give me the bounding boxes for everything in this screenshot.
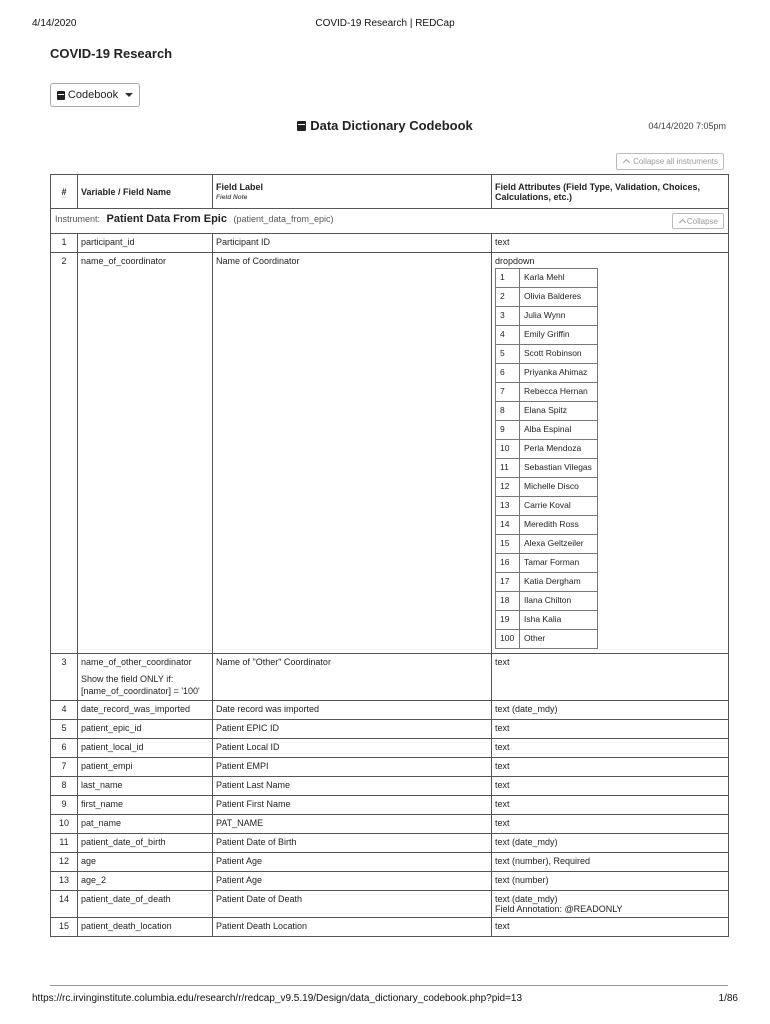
table-row bbox=[51, 720, 729, 739]
row-number: 10 bbox=[51, 815, 78, 834]
choice-row bbox=[496, 516, 598, 535]
choice-row bbox=[496, 326, 598, 345]
choice-label: Perla Mendoza bbox=[520, 440, 598, 459]
row-number: 5 bbox=[51, 720, 78, 739]
field-attributes bbox=[492, 777, 729, 796]
header-label-text: Field Label bbox=[216, 182, 264, 192]
variable-name-cell bbox=[78, 739, 213, 758]
variable-name-cell bbox=[78, 701, 213, 720]
header-num: # bbox=[51, 175, 78, 209]
print-url: https://rc.irvinginstitute.columbia.edu/research/r/redcap_v9.5.19/Design/data_dictionary_codebook.php?pid=13 bbox=[32, 993, 523, 1004]
choice-label: Rebecca Hernan bbox=[520, 383, 598, 402]
branching-logic-line2: [name_of_coordinator] = '100' bbox=[81, 686, 200, 696]
choice-row bbox=[496, 269, 598, 288]
field-type: text bbox=[495, 818, 510, 828]
table-row bbox=[51, 777, 729, 796]
variable-name: age_2 bbox=[81, 875, 107, 885]
variable-name: age bbox=[81, 856, 97, 866]
table-row bbox=[51, 701, 729, 720]
field-attributes bbox=[492, 918, 729, 937]
field-label: Patient First Name bbox=[213, 796, 492, 815]
row-number: 14 bbox=[51, 891, 78, 918]
table-row bbox=[51, 853, 729, 872]
field-type: text bbox=[495, 780, 510, 790]
field-type: dropdown bbox=[495, 256, 535, 266]
field-label: Patient Age bbox=[213, 872, 492, 891]
field-label: Participant ID bbox=[213, 234, 492, 253]
field-attributes bbox=[492, 701, 729, 720]
choice-label: Scott Robinson bbox=[520, 345, 598, 364]
codebook-button[interactable] bbox=[50, 83, 140, 107]
variable-name: name_of_other_coordinator bbox=[81, 657, 192, 667]
choice-code: 6 bbox=[496, 364, 520, 383]
print-title: COVID-19 Research | REDCap bbox=[315, 18, 455, 29]
variable-name-cell bbox=[78, 234, 213, 253]
choice-code: 9 bbox=[496, 421, 520, 440]
field-type: text bbox=[495, 723, 510, 733]
choices-table bbox=[495, 268, 598, 649]
choice-code: 13 bbox=[496, 497, 520, 516]
variable-name: patient_date_of_death bbox=[81, 894, 171, 904]
book-icon bbox=[297, 121, 306, 131]
variable-name: patient_local_id bbox=[81, 742, 144, 752]
field-attributes bbox=[492, 758, 729, 777]
choice-code: 8 bbox=[496, 402, 520, 421]
row-number: 2 bbox=[51, 253, 78, 654]
choice-row bbox=[496, 554, 598, 573]
table-row bbox=[51, 253, 729, 654]
choice-label: Katia Dergham bbox=[520, 573, 598, 592]
choice-row bbox=[496, 440, 598, 459]
table-row bbox=[51, 891, 729, 918]
variable-name-cell bbox=[78, 796, 213, 815]
variable-name-cell bbox=[78, 758, 213, 777]
variable-name-cell bbox=[78, 253, 213, 654]
header-field-note: Field Note bbox=[216, 194, 248, 201]
choice-row bbox=[496, 535, 598, 554]
variable-name-cell bbox=[78, 891, 213, 918]
field-label: Patient EMPI bbox=[213, 758, 492, 777]
variable-name: pat_name bbox=[81, 818, 122, 828]
choice-code: 7 bbox=[496, 383, 520, 402]
variable-name: patient_empi bbox=[81, 761, 133, 771]
choice-code: 14 bbox=[496, 516, 520, 535]
collapse-all-label: Collapse all instruments bbox=[633, 157, 718, 166]
field-attributes bbox=[492, 739, 729, 758]
choice-row bbox=[496, 611, 598, 630]
choice-label: Karla Mehl bbox=[520, 269, 598, 288]
choice-row bbox=[496, 592, 598, 611]
print-date: 4/14/2020 bbox=[32, 18, 77, 29]
choice-row bbox=[496, 383, 598, 402]
choice-code: 17 bbox=[496, 573, 520, 592]
variable-name: patient_death_location bbox=[81, 921, 172, 931]
field-label: PAT_NAME bbox=[213, 815, 492, 834]
choice-code: 1 bbox=[496, 269, 520, 288]
branching-logic bbox=[81, 673, 209, 697]
variable-name: last_name bbox=[81, 780, 123, 790]
timestamp: 04/14/2020 7:05pm bbox=[648, 121, 726, 131]
variable-name: name_of_coordinator bbox=[81, 256, 167, 266]
choice-label: Priyanka Ahimaz bbox=[520, 364, 598, 383]
field-label: Name of "Other" Coordinator bbox=[213, 654, 492, 701]
project-title: COVID-19 Research bbox=[50, 46, 173, 61]
field-label: Name of Coordinator bbox=[213, 253, 492, 654]
choice-label: Isha Kalia bbox=[520, 611, 598, 630]
header-field-label bbox=[213, 175, 492, 209]
row-number: 1 bbox=[51, 234, 78, 253]
choice-row bbox=[496, 459, 598, 478]
caret-down-icon bbox=[125, 93, 133, 97]
choice-row bbox=[496, 478, 598, 497]
print-header bbox=[32, 18, 738, 32]
choice-label: Elana Spitz bbox=[520, 402, 598, 421]
field-attributes bbox=[492, 720, 729, 739]
choice-code: 4 bbox=[496, 326, 520, 345]
field-label: Patient Age bbox=[213, 853, 492, 872]
instrument-row bbox=[51, 209, 729, 234]
variable-name: date_record_was_imported bbox=[81, 704, 191, 714]
choice-label: Emily Griffin bbox=[520, 326, 598, 345]
field-attributes bbox=[492, 234, 729, 253]
field-attributes bbox=[492, 853, 729, 872]
field-label: Patient Date of Death bbox=[213, 891, 492, 918]
variable-name-cell bbox=[78, 654, 213, 701]
field-attributes bbox=[492, 253, 729, 654]
field-attributes bbox=[492, 891, 729, 918]
codebook-table bbox=[50, 174, 729, 937]
choice-code: 11 bbox=[496, 459, 520, 478]
table-row bbox=[51, 918, 729, 937]
field-type: text (number) bbox=[495, 875, 549, 885]
choice-label: Ilana Chilton bbox=[520, 592, 598, 611]
field-label: Patient Last Name bbox=[213, 777, 492, 796]
row-number: 12 bbox=[51, 853, 78, 872]
chevron-up-icon bbox=[623, 159, 630, 166]
choice-label: Olivia Balderes bbox=[520, 288, 598, 307]
choice-label: Julia Wynn bbox=[520, 307, 598, 326]
choice-row bbox=[496, 307, 598, 326]
field-type: text (number), Required bbox=[495, 856, 591, 866]
choice-label: Carrie Koval bbox=[520, 497, 598, 516]
variable-name-cell bbox=[78, 872, 213, 891]
choice-code: 10 bbox=[496, 440, 520, 459]
choice-code: 15 bbox=[496, 535, 520, 554]
choice-row bbox=[496, 402, 598, 421]
choice-row bbox=[496, 421, 598, 440]
instrument-name: Patient Data From Epic bbox=[106, 213, 227, 225]
field-attributes bbox=[492, 654, 729, 701]
instrument-cell bbox=[51, 209, 729, 234]
choice-row bbox=[496, 573, 598, 592]
field-type: text bbox=[495, 657, 510, 667]
field-label: Date record was imported bbox=[213, 701, 492, 720]
choice-row bbox=[496, 345, 598, 364]
field-attributes bbox=[492, 796, 729, 815]
choice-row bbox=[496, 364, 598, 383]
row-number: 3 bbox=[51, 654, 78, 701]
row-number: 6 bbox=[51, 739, 78, 758]
variable-name-cell bbox=[78, 777, 213, 796]
table-row bbox=[51, 739, 729, 758]
field-attributes bbox=[492, 815, 729, 834]
field-annotation: Field Annotation: @READONLY bbox=[495, 904, 623, 914]
row-number: 4 bbox=[51, 701, 78, 720]
collapse-label: Collapse bbox=[686, 216, 718, 226]
variable-name: patient_date_of_birth bbox=[81, 837, 166, 847]
variable-name-cell bbox=[78, 815, 213, 834]
choice-label: Meredith Ross bbox=[520, 516, 598, 535]
row-number: 15 bbox=[51, 918, 78, 937]
field-label: Patient Local ID bbox=[213, 739, 492, 758]
table-row bbox=[51, 758, 729, 777]
table-row bbox=[51, 234, 729, 253]
field-type: text bbox=[495, 237, 510, 247]
branching-logic-line1: Show the field ONLY if: bbox=[81, 674, 174, 684]
choice-label: Alexa Geltzeiler bbox=[520, 535, 598, 554]
field-type: text bbox=[495, 921, 510, 931]
book-icon bbox=[57, 91, 65, 100]
variable-name-cell bbox=[78, 720, 213, 739]
choice-label: Other bbox=[520, 630, 598, 649]
choice-row bbox=[496, 288, 598, 307]
table-row bbox=[51, 815, 729, 834]
collapse-instrument-button[interactable] bbox=[672, 213, 724, 229]
row-number: 13 bbox=[51, 872, 78, 891]
choice-code: 19 bbox=[496, 611, 520, 630]
row-number: 7 bbox=[51, 758, 78, 777]
variable-name-cell bbox=[78, 834, 213, 853]
choice-code: 12 bbox=[496, 478, 520, 497]
field-type: text bbox=[495, 761, 510, 771]
row-number: 11 bbox=[51, 834, 78, 853]
choice-label: Michelle Disco bbox=[520, 478, 598, 497]
table-row bbox=[51, 654, 729, 701]
choice-label: Alba Espinal bbox=[520, 421, 598, 440]
choice-code: 16 bbox=[496, 554, 520, 573]
codebook-button-label: Codebook bbox=[67, 89, 119, 101]
row-number: 9 bbox=[51, 796, 78, 815]
instrument-variable: (patient_data_from_epic) bbox=[233, 214, 334, 224]
table-row bbox=[51, 796, 729, 815]
field-type: text (date_mdy) bbox=[495, 894, 558, 904]
field-type: text (date_mdy) bbox=[495, 837, 558, 847]
choice-label: Tamar Forman bbox=[520, 554, 598, 573]
variable-name-cell bbox=[78, 918, 213, 937]
choice-row bbox=[496, 497, 598, 516]
variable-name: patient_epic_id bbox=[81, 723, 142, 733]
instrument-prefix: Instrument: bbox=[55, 214, 101, 224]
header-variable: Variable / Field Name bbox=[78, 175, 213, 209]
variable-name-cell bbox=[78, 853, 213, 872]
field-type: text bbox=[495, 742, 510, 752]
header-attributes: Field Attributes (Field Type, Validation, Choices, Calculations, etc.) bbox=[492, 175, 729, 209]
choice-code: 5 bbox=[496, 345, 520, 364]
choice-code: 100 bbox=[496, 630, 520, 649]
field-type: text bbox=[495, 799, 510, 809]
choice-code: 3 bbox=[496, 307, 520, 326]
choice-code: 18 bbox=[496, 592, 520, 611]
choice-code: 2 bbox=[496, 288, 520, 307]
variable-name: participant_id bbox=[81, 237, 135, 247]
collapse-all-button[interactable] bbox=[616, 153, 724, 170]
field-attributes bbox=[492, 872, 729, 891]
row-number: 8 bbox=[51, 777, 78, 796]
choice-label: Sebastian Vilegas bbox=[520, 459, 598, 478]
page-title-text: Data Dictionary Codebook bbox=[310, 118, 473, 133]
variable-name: first_name bbox=[81, 799, 124, 809]
field-label: Patient Death Location bbox=[213, 918, 492, 937]
chevron-up-icon bbox=[679, 218, 686, 225]
print-page-number: 1/86 bbox=[718, 993, 738, 1004]
footer-divider bbox=[50, 985, 728, 986]
table-header-row bbox=[51, 175, 729, 209]
field-attributes bbox=[492, 834, 729, 853]
field-label: Patient Date of Birth bbox=[213, 834, 492, 853]
field-type: text (date_mdy) bbox=[495, 704, 558, 714]
field-label: Patient EPIC ID bbox=[213, 720, 492, 739]
choice-row bbox=[496, 630, 598, 649]
table-row bbox=[51, 834, 729, 853]
table-row bbox=[51, 872, 729, 891]
